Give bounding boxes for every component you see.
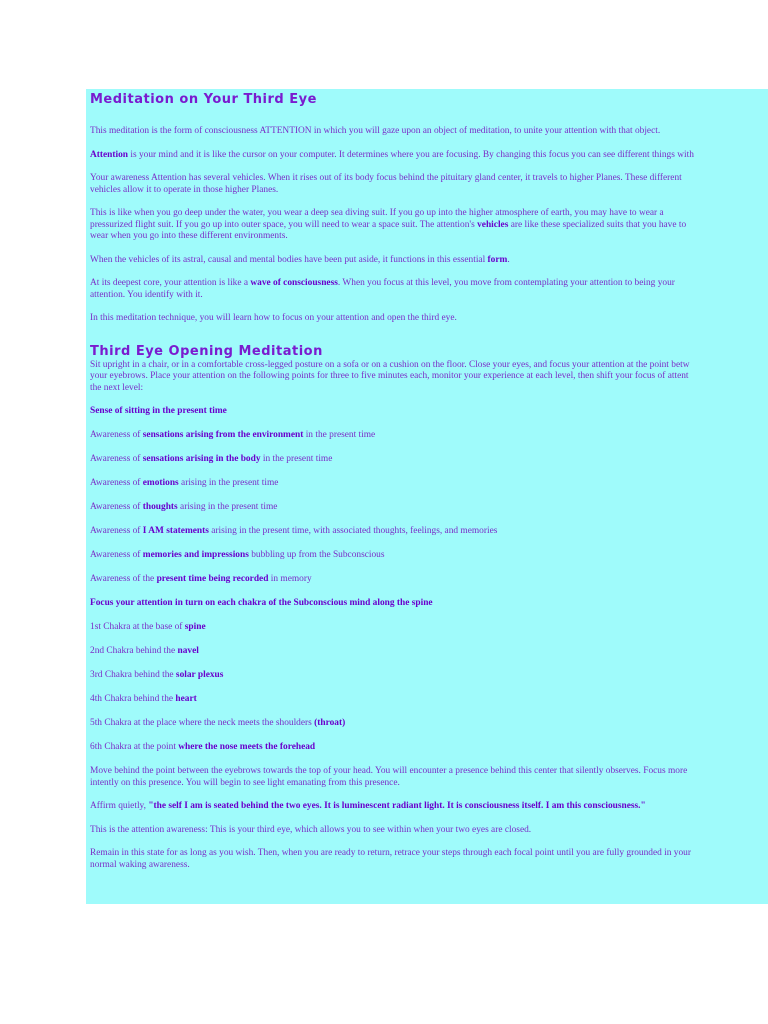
remain-paragraph: Remain in this state for as long as you wish. Then, when you are ready to return, retrace your steps through each focal point until you are fully grounded in your normal waking awareness. xyxy=(90,848,691,870)
awareness-list xyxy=(90,430,768,586)
awareness-item: Awareness of sensations arising from the environment in the present time xyxy=(90,430,376,440)
awareness-item: Awareness of thoughts arising in the present time xyxy=(90,502,278,512)
section-intro: Sit upright in a chair, or in a comfortable cross-legged posture on a sofa or on a cushion on the floor. Close your eyes, and focus your attention at the point betw your eyebrows. Place your attention on the following points for three to five minutes each, monitor your experience at each level, then shift your focus of attent the next level: xyxy=(90,359,690,393)
move-paragraph: Move behind the point between the eyebrows towards the top of your head. You will encounter a presence behind this center that silently observes. Focus more intently on this presence. You will begin to see light emanating from this presence. xyxy=(90,766,688,788)
intro-paragraph-1: This meditation is the form of consciousness ATTENTION in which you will gaze upon an object of meditation, to unite your attention with that object. xyxy=(90,126,661,136)
chakra-list xyxy=(90,622,768,754)
form-term: form xyxy=(487,254,508,265)
attention-term: Attention xyxy=(90,149,129,160)
chakra-item: 4th Chakra behind the heart xyxy=(90,694,197,704)
present-time-heading: Sense of sitting in the present time xyxy=(90,406,227,416)
third-eye-paragraph: This is the attention awareness: This is your third eye, which allows you to see within when your two eyes are closed. xyxy=(90,824,532,835)
chakra-item: 6th Chakra at the point where the nose meets the forehead xyxy=(90,742,316,752)
chakra-item: 5th Chakra at the place where the neck meets the shoulders (throat) xyxy=(90,718,346,728)
intro-paragraph-2: Attention is your mind and it is like the cursor on your computer. It determines where you are focusing. By changing this focus you can see different things with xyxy=(90,149,694,160)
wave-term: wave of consciousness xyxy=(250,278,338,288)
vehicles-term: vehicles xyxy=(477,219,509,230)
chakra-item: 1st Chakra at the base of spine xyxy=(90,622,206,632)
intro-paragraph-3: Your awareness Attention has several vehicles. When it rises out of its body focus behind the pituitary gland center, it travels to higher Planes. These different vehicles allow it to operate in those higher Planes. xyxy=(90,173,682,195)
intro-paragraph-5: When the vehicles of its astral, causal and mental bodies have been put aside, it functions in this essential form. xyxy=(90,254,510,265)
chakra-heading: Focus your attention in turn on each chakra of the Subconscious mind along the spine xyxy=(90,598,433,608)
intro-paragraph-7: In this meditation technique, you will learn how to focus on your attention and open the third eye. xyxy=(90,313,457,323)
page-title: Meditation on Your Third Eye xyxy=(90,92,317,107)
awareness-item: Awareness of emotions arising in the present time xyxy=(90,478,279,488)
affirmation: Affirm quietly, "the self I am is seated behind the two eyes. It is luminescent radiant light. It is consciousness itself. I am this consciousness." xyxy=(90,801,646,811)
awareness-item: Awareness of sensations arising in the body in the present time xyxy=(90,454,333,464)
awareness-item: Awareness of I AM statements arising in the present time, with associated thoughts, feelings, and memories xyxy=(90,526,498,536)
document-page xyxy=(86,89,768,904)
chakra-item: 2nd Chakra behind the navel xyxy=(90,646,199,656)
chakra-item: 3rd Chakra behind the solar plexus xyxy=(90,670,224,680)
awareness-item: Awareness of memories and impressions bubbling up from the Subconscious xyxy=(90,550,385,560)
awareness-item: Awareness of the present time being recorded in memory xyxy=(90,574,312,584)
intro-paragraph-4: This is like when you go deep under the water, you wear a deep sea diving suit. If you go up into the higher atmosphere of earth, you may have to wear a pressurized flight suit. If you go up into outer space, you will need to wear a space suit. The attention's vehicles are like these specialized suits that you have to wear when you go into these different environments. xyxy=(90,208,687,241)
section-heading: Third Eye Opening Meditation xyxy=(90,343,323,359)
intro-paragraph-6: At its deepest core, your attention is like a wave of consciousness. When you focus at this level, you move from contemplating your attention to being your attention. You identify with it. xyxy=(90,278,675,300)
